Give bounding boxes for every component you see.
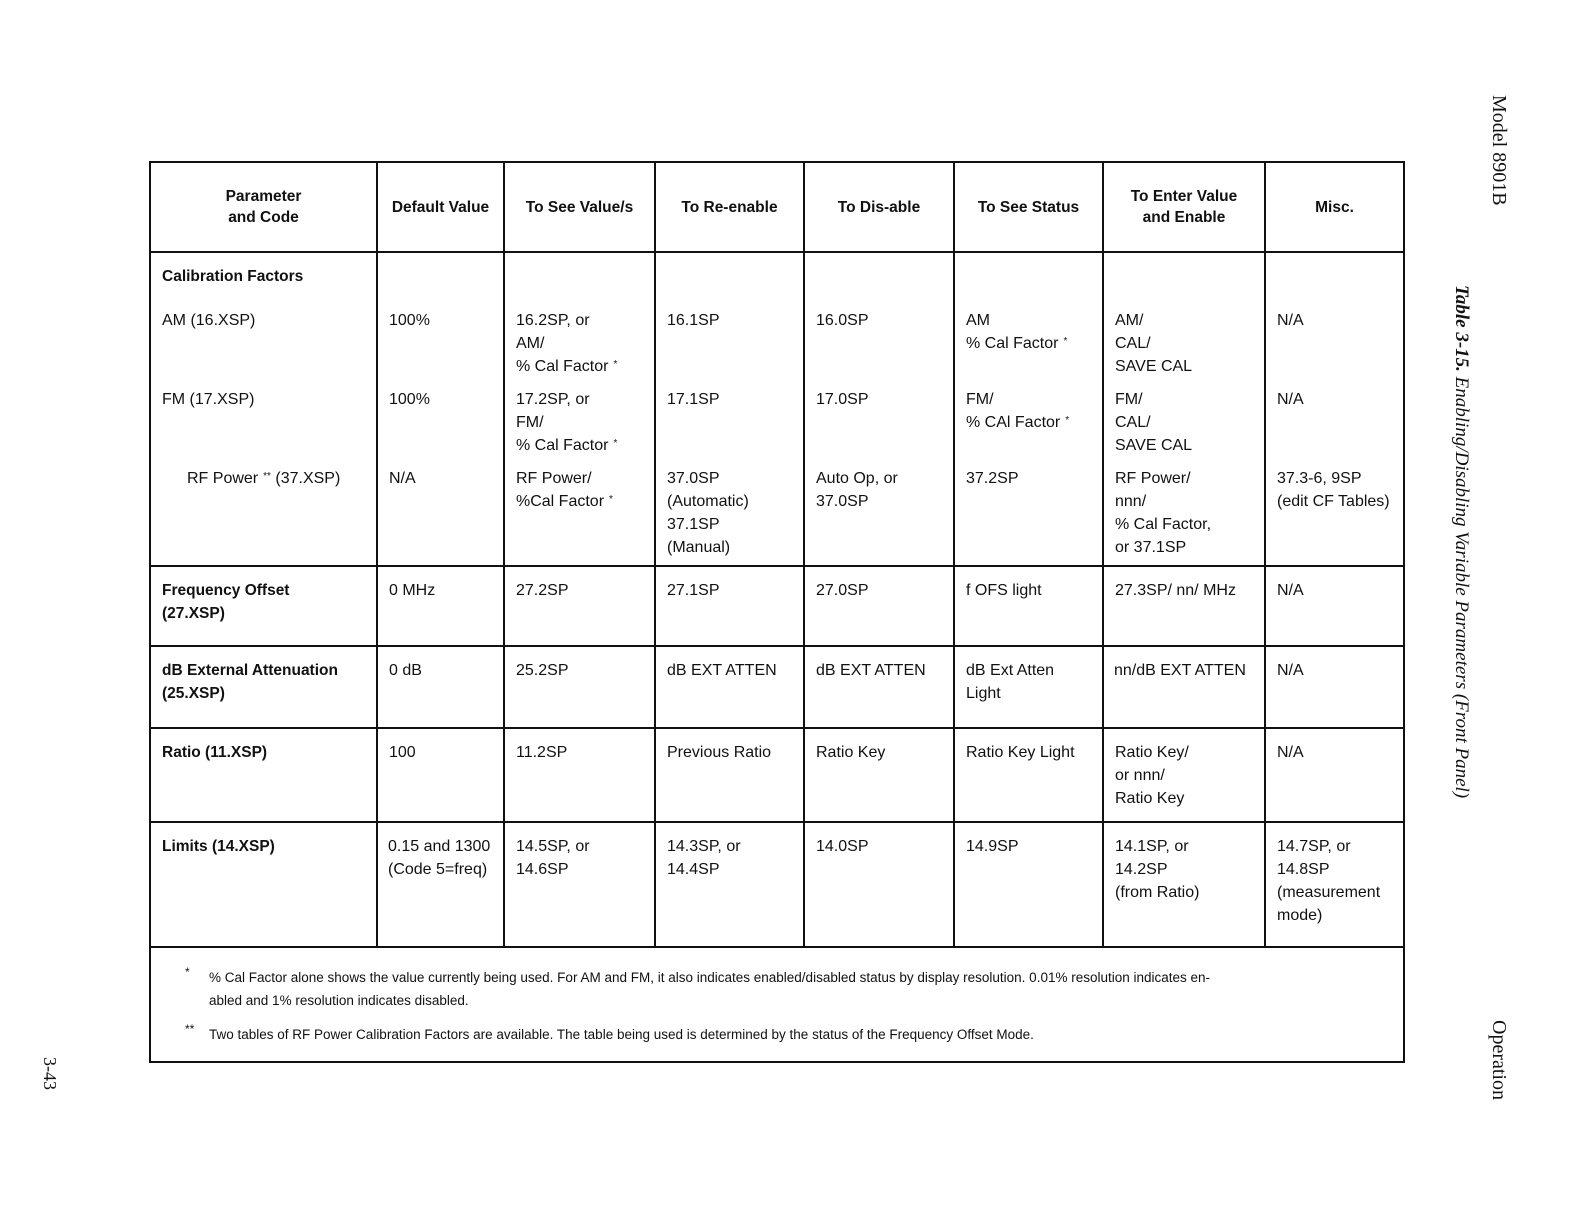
footnote-2-mark: **	[185, 1022, 195, 1036]
am-misc: N/A	[1265, 309, 1404, 388]
limits-default: 0.15 and 1300 (Code 5=freq)	[377, 822, 504, 947]
param-fm: FM (17.XSP)	[150, 388, 377, 467]
am-enter: AM/ CAL/ SAVE CAL	[1103, 309, 1265, 388]
fm-status: FM/ % CAl Factor *	[954, 388, 1103, 467]
am-status: AM % Cal Factor *	[954, 309, 1103, 388]
rf-reenable: 37.0SP (Automatic) 37.1SP (Manual)	[655, 467, 804, 566]
table-notes	[150, 947, 1404, 1062]
param-ratio: Ratio (11.XSP)	[150, 728, 377, 822]
db-reenable: dB EXT ATTEN	[655, 646, 804, 728]
col-header-reenable: To Re-enable	[655, 162, 804, 252]
table-row-freq-offset	[150, 566, 1404, 646]
rf-misc: 37.3-6, 9SP (edit CF Tables)	[1265, 467, 1404, 566]
param-freq-offset: Frequency Offset (27.XSP)	[150, 566, 377, 646]
freq-reenable: 27.1SP	[655, 566, 804, 646]
am-disable: 16.0SP	[804, 309, 954, 388]
limits-see: 14.5SP, or 14.6SP	[504, 822, 655, 947]
model-label: Model 8901B	[1488, 95, 1510, 206]
limits-status: 14.9SP	[954, 822, 1103, 947]
db-misc: N/A	[1265, 646, 1404, 728]
db-enter: nn/dB EXT ATTEN	[1103, 646, 1265, 728]
table-row-rf-power	[150, 467, 1404, 566]
freq-enter: 27.3SP/ nn/ MHz	[1103, 566, 1265, 646]
fm-see: 17.2SP, or FM/ % Cal Factor *	[504, 388, 655, 467]
limits-enter: 14.1SP, or 14.2SP (from Ratio)	[1103, 822, 1265, 947]
cal-heading-row	[150, 252, 1404, 309]
rf-enter: RF Power/ nnn/ % Cal Factor, or 37.1SP	[1103, 467, 1265, 566]
param-rf-power: RF Power ** (37.XSP)	[150, 467, 377, 566]
ratio-reenable: Previous Ratio	[655, 728, 804, 822]
col-header-default: Default Value	[377, 162, 504, 252]
table-row-limits	[150, 822, 1404, 947]
db-default: 0 dB	[377, 646, 504, 728]
am-reenable: 16.1SP	[655, 309, 804, 388]
fm-disable: 17.0SP	[804, 388, 954, 467]
parameters-table	[149, 161, 1405, 1063]
freq-misc: N/A	[1265, 566, 1404, 646]
limits-misc: 14.7SP, or 14.8SP (measurement mode)	[1265, 822, 1404, 947]
freq-disable: 27.0SP	[804, 566, 954, 646]
freq-see: 27.2SP	[504, 566, 655, 646]
db-see: 25.2SP	[504, 646, 655, 728]
table-number: Table 3-15.	[1451, 285, 1472, 372]
footnote-1: * % Cal Factor alone shows the value currently being used. For AM and FM, it also indicates enabled/disabled status by display resolution. 0.01% resolution indicates en- abled and 1% resolution indicates disabled.	[181, 966, 1383, 1012]
col-header-status: To See Status	[954, 162, 1103, 252]
limits-reenable: 14.3SP, or 14.4SP	[655, 822, 804, 947]
section-label: Operation	[1488, 1020, 1510, 1100]
fm-reenable: 17.1SP	[655, 388, 804, 467]
rf-default: N/A	[377, 467, 504, 566]
ratio-status: Ratio Key Light	[954, 728, 1103, 822]
footnote-1-mark: *	[185, 965, 190, 979]
ratio-see: 11.2SP	[504, 728, 655, 822]
param-db-atten: dB External Attenuation (25.XSP)	[150, 646, 377, 728]
rf-disable: Auto Op, or 37.0SP	[804, 467, 954, 566]
notes-row	[150, 947, 1404, 1062]
fm-enter: FM/ CAL/ SAVE CAL	[1103, 388, 1265, 467]
limits-disable: 14.0SP	[804, 822, 954, 947]
table-caption	[1450, 285, 1472, 798]
table-row-fm	[150, 388, 1404, 467]
am-see: 16.2SP, or AM/ % Cal Factor *	[504, 309, 655, 388]
rf-see: RF Power/ %Cal Factor *	[504, 467, 655, 566]
ratio-enter: Ratio Key/ or nnn/ Ratio Key	[1103, 728, 1265, 822]
footnote-2: ** Two tables of RF Power Calibration Factors are available. The table being used is determined by the status of the Frequency Offset Mode.	[181, 1023, 1383, 1046]
ratio-misc: N/A	[1265, 728, 1404, 822]
rf-status: 37.2SP	[954, 467, 1103, 566]
ratio-disable: Ratio Key	[804, 728, 954, 822]
db-status: dB Ext Atten Light	[954, 646, 1103, 728]
table-row-ratio	[150, 728, 1404, 822]
table-row-am	[150, 309, 1404, 388]
col-header-misc: Misc.	[1265, 162, 1404, 252]
col-header-disable: To Dis-able	[804, 162, 954, 252]
table-row-db-atten	[150, 646, 1404, 728]
param-limits: Limits (14.XSP)	[150, 822, 377, 947]
freq-default: 0 MHz	[377, 566, 504, 646]
table-title: Enabling/Disabling Variable Parameters (Front Panel)	[1451, 376, 1472, 799]
col-header-parameter: Parameter and Code	[150, 162, 377, 252]
fm-misc: N/A	[1265, 388, 1404, 467]
fm-default: 100%	[377, 388, 504, 467]
ratio-default: 100	[377, 728, 504, 822]
page-number: 3-43	[40, 1057, 60, 1090]
col-header-see: To See Value/s	[504, 162, 655, 252]
cal-heading: Calibration Factors	[150, 252, 377, 309]
db-disable: dB EXT ATTEN	[804, 646, 954, 728]
header-row	[150, 162, 1404, 252]
col-header-enter: To Enter Value and Enable	[1103, 162, 1265, 252]
param-am: AM (16.XSP)	[150, 309, 377, 388]
freq-status: f OFS light	[954, 566, 1103, 646]
am-default: 100%	[377, 309, 504, 388]
